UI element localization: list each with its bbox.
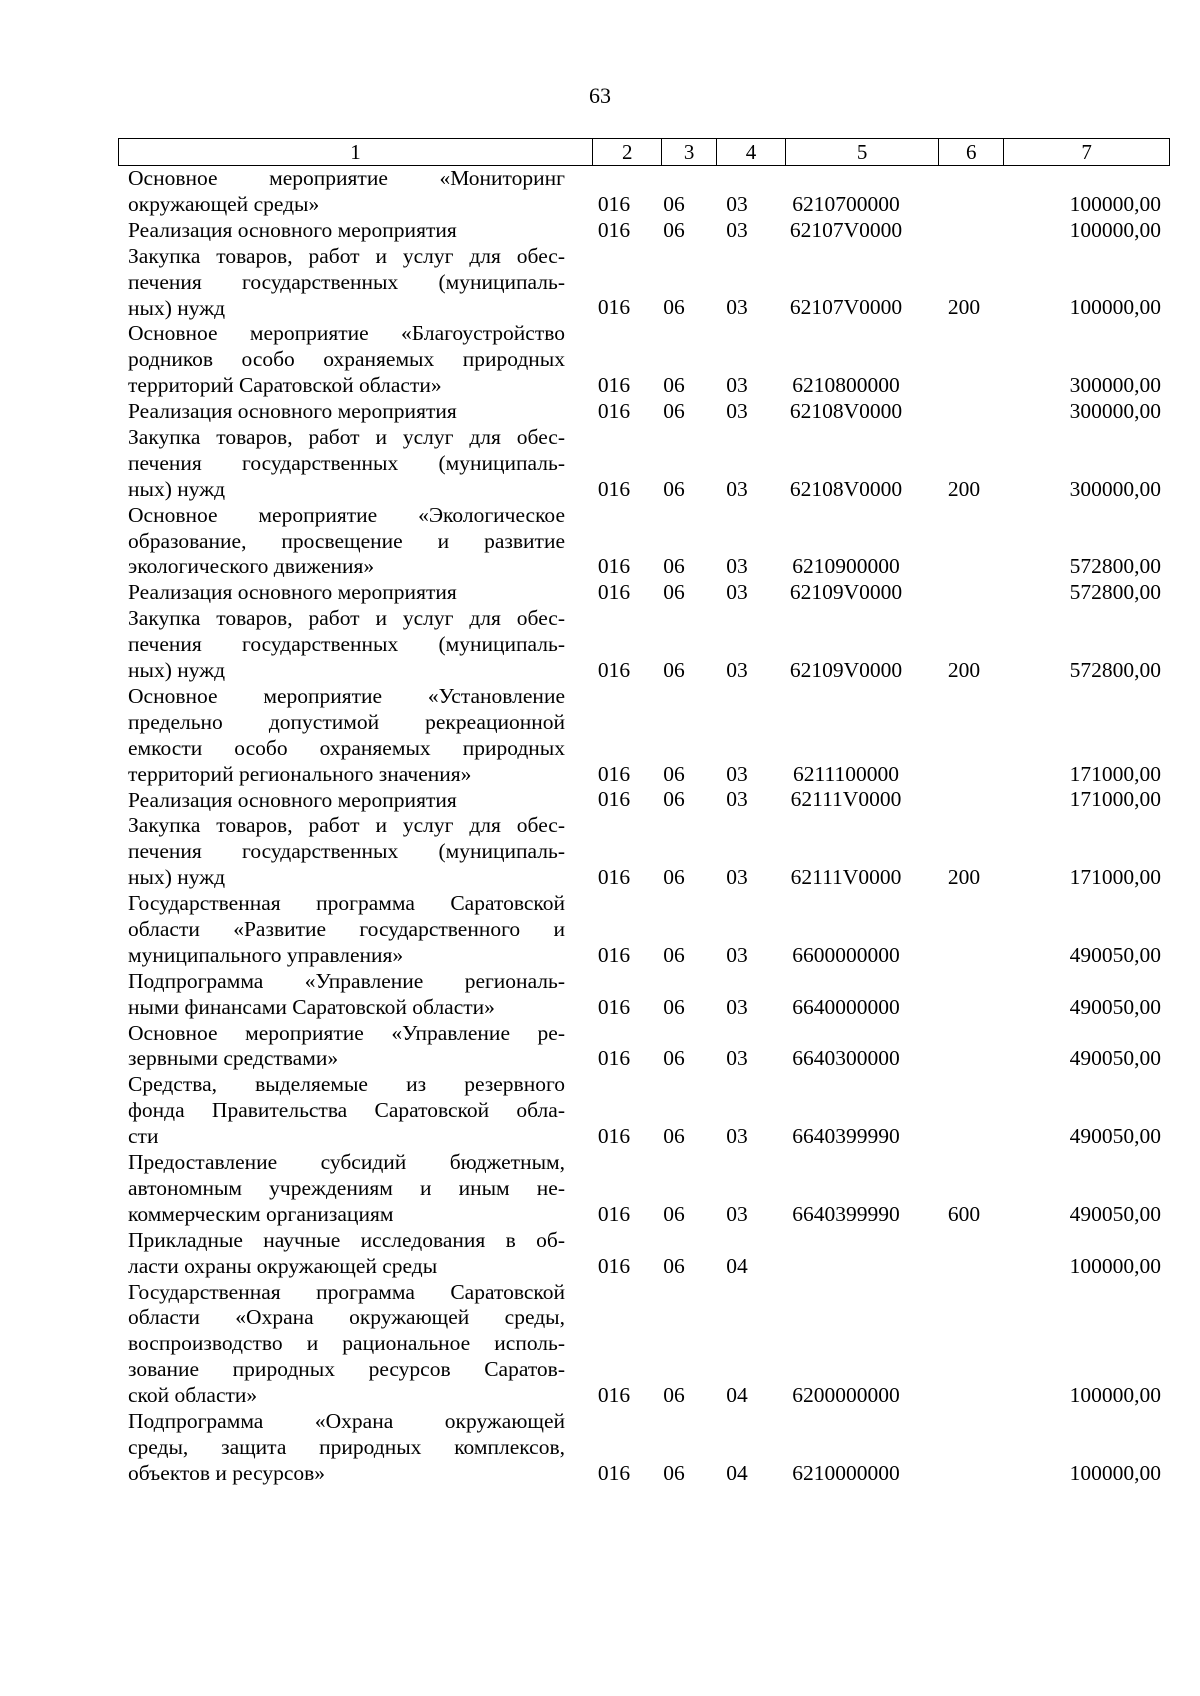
description-line: области «Охрана окружающей среды,: [128, 1305, 565, 1330]
description-line: ных) нужд: [128, 476, 226, 501]
cell-col-7: 300000,00: [1069, 399, 1161, 424]
cell-col-2: 016: [597, 865, 631, 890]
description-line: экологического движения»: [128, 554, 375, 579]
table-row: [0, 684, 1200, 788]
cell-col-4: 03: [726, 580, 748, 605]
description-line: Реализация основного мероприятия: [128, 580, 457, 605]
description-line: воспроизводство и рациональное исполь-: [128, 1331, 565, 1356]
cell-col-7: 490050,00: [1069, 1124, 1161, 1149]
description-line: окружающей среды»: [128, 191, 320, 216]
row-description: [128, 1228, 565, 1280]
description-line: Подпрограмма «Управление региональ-: [128, 968, 565, 993]
cell-col-2: 016: [597, 1201, 631, 1226]
page-number: 63: [589, 83, 611, 108]
table-row: [0, 606, 1200, 684]
cell-col-6: 200: [947, 476, 981, 501]
column-header-3: 3: [662, 139, 717, 166]
cell-col-5: 6640000000: [792, 994, 900, 1019]
cell-col-3: 06: [663, 1253, 685, 1278]
cell-col-5: 62111V0000: [790, 787, 902, 812]
cell-col-6: 200: [947, 295, 981, 320]
cell-col-5: 6640399990: [792, 1201, 900, 1226]
table-row: [0, 425, 1200, 503]
row-description: [128, 1280, 565, 1410]
table-row: [0, 1280, 1200, 1410]
cell-col-7: 100000,00: [1069, 295, 1161, 320]
description-line: Основное мероприятие «Экологическое: [128, 502, 565, 527]
description-line: автономным учреждениям и иным не-: [128, 1175, 565, 1200]
table-row: [0, 1228, 1200, 1280]
cell-col-5: 62109V0000: [789, 658, 903, 682]
description-line: зервными средствами»: [128, 1046, 339, 1071]
cell-col-4: 03: [726, 658, 748, 682]
cell-col-5: 62108V0000: [789, 399, 903, 424]
row-description: [128, 1021, 565, 1073]
cell-col-4: 03: [726, 373, 748, 398]
cell-col-3: 06: [663, 1201, 685, 1226]
table-row: [0, 503, 1200, 581]
cell-col-2: 016: [597, 658, 631, 682]
column-header-5: 5: [786, 139, 939, 166]
table-row: [0, 1150, 1200, 1228]
cell-col-7: 300000,00: [1069, 373, 1161, 398]
cell-col-4: 03: [726, 942, 748, 967]
column-header-2: 2: [593, 139, 662, 166]
cell-col-2: 016: [597, 1124, 631, 1149]
description-line: Средства, выделяемые из резервного: [128, 1072, 565, 1097]
description-line: ской области»: [128, 1383, 258, 1408]
description-line: ласти охраны окружающей среды: [128, 1253, 438, 1278]
cell-col-4: 03: [726, 295, 748, 320]
row-description: [128, 813, 565, 891]
cell-col-2: 016: [597, 191, 631, 216]
cell-col-3: 06: [663, 217, 685, 242]
cell-col-4: 04: [726, 1253, 748, 1278]
column-header-1: 1: [119, 139, 593, 166]
cell-col-4: 03: [726, 865, 748, 890]
cell-col-5: 62108V0000: [789, 476, 903, 501]
table-row: [0, 218, 1200, 244]
description-line: Закупка товаров, работ и услуг для обес-: [128, 243, 565, 268]
cell-col-2: 016: [597, 554, 631, 579]
description-line: ных) нужд: [128, 295, 226, 320]
table-row: [0, 244, 1200, 322]
description-line: Закупка товаров, работ и услуг для обес-: [128, 813, 565, 838]
description-line: коммерческим организациям: [128, 1201, 394, 1226]
cell-col-4: 04: [726, 1383, 748, 1408]
cell-col-5: 6600000000: [792, 942, 900, 967]
column-header-table: [118, 138, 1170, 166]
description-line: объектов и ресурсов»: [128, 1460, 326, 1485]
cell-col-5: 6211100000: [793, 761, 899, 786]
row-description: [128, 321, 565, 399]
cell-col-3: 06: [663, 865, 685, 890]
cell-col-2: 016: [597, 399, 631, 424]
table-row: [0, 321, 1200, 399]
cell-col-7: 100000,00: [1069, 217, 1161, 242]
cell-col-5: 62109V0000: [789, 580, 903, 605]
cell-col-2: 016: [597, 217, 631, 242]
table-row: [0, 580, 1200, 606]
cell-col-2: 016: [597, 1383, 631, 1408]
table-row: [0, 891, 1200, 969]
cell-col-5: 6640399990: [792, 1124, 900, 1149]
cell-col-5: 6210000000: [792, 1460, 900, 1485]
column-header-4: 4: [716, 139, 785, 166]
cell-col-6: 200: [947, 865, 981, 890]
description-line: области «Развитие государственного и: [128, 916, 565, 941]
table-row: [0, 813, 1200, 891]
description-line: среды, защита природных комплексов,: [128, 1434, 565, 1459]
cell-col-7: 171000,00: [1069, 865, 1161, 890]
cell-col-5: 6640300000: [792, 1046, 900, 1071]
cell-col-5: 62111V0000: [790, 865, 902, 890]
description-line: Закупка товаров, работ и услуг для обес-: [128, 424, 565, 449]
row-description: [128, 1072, 565, 1150]
description-line: Основное мероприятие «Благоустройство: [128, 321, 565, 346]
cell-col-3: 06: [663, 295, 685, 320]
table-row: [0, 399, 1200, 425]
cell-col-4: 04: [726, 1460, 748, 1485]
row-description: [128, 425, 565, 503]
row-description: [128, 503, 565, 581]
cell-col-7: 490050,00: [1069, 942, 1161, 967]
cell-col-6: 200: [947, 658, 981, 682]
cell-col-2: 016: [597, 942, 631, 967]
description-line: ных) нужд: [128, 865, 226, 890]
cell-col-7: 300000,00: [1069, 476, 1161, 501]
row-description: [128, 891, 565, 969]
description-line: муниципального управления»: [128, 942, 404, 967]
cell-col-5: 62107V0000: [789, 295, 903, 320]
cell-col-2: 016: [597, 580, 631, 605]
cell-col-4: 03: [726, 191, 748, 216]
description-line: территорий Саратовской области»: [128, 373, 442, 398]
row-description: [128, 218, 565, 244]
table-row: [0, 969, 1200, 1021]
cell-col-3: 06: [663, 476, 685, 501]
cell-col-2: 016: [597, 787, 631, 812]
description-line: Основное мероприятие «Управление ре-: [128, 1020, 565, 1045]
description-line: Основное мероприятие «Установление: [128, 683, 565, 708]
row-description: [128, 1150, 565, 1228]
row-description: [128, 606, 565, 684]
row-description: [128, 788, 565, 814]
description-line: Закупка товаров, работ и услуг для обес-: [128, 606, 565, 631]
cell-col-7: 490050,00: [1069, 994, 1161, 1019]
cell-col-5: 6210700000: [792, 191, 900, 216]
cell-col-4: 03: [726, 1201, 748, 1226]
description-line: емкости особо охраняемых природных: [128, 735, 565, 760]
cell-col-3: 06: [663, 761, 685, 786]
description-line: Реализация основного мероприятия: [128, 399, 457, 424]
description-line: сти: [128, 1124, 159, 1149]
description-line: печения государственных (муниципаль-: [128, 632, 565, 657]
description-line: Прикладные научные исследования в об-: [128, 1227, 565, 1252]
description-line: образование, просвещение и развитие: [128, 528, 565, 553]
cell-col-2: 016: [597, 295, 631, 320]
cell-col-3: 06: [663, 1460, 685, 1485]
description-line: печения государственных (муниципаль-: [128, 839, 565, 864]
description-line: фонда Правительства Саратовской обла-: [128, 1098, 565, 1123]
row-description: [128, 166, 565, 218]
cell-col-3: 06: [663, 373, 685, 398]
cell-col-3: 06: [663, 191, 685, 216]
row-description: [128, 969, 565, 1021]
cell-col-4: 03: [726, 399, 748, 424]
cell-col-7: 100000,00: [1069, 1253, 1161, 1278]
cell-col-4: 03: [726, 476, 748, 501]
description-line: Предоставление субсидий бюджетным,: [128, 1150, 565, 1175]
cell-col-4: 03: [726, 1124, 748, 1149]
cell-col-7: 171000,00: [1069, 761, 1161, 786]
cell-col-3: 06: [663, 1046, 685, 1071]
description-line: печения государственных (муниципаль-: [128, 269, 565, 294]
description-line: Подпрограмма «Охрана окружающей: [128, 1409, 565, 1434]
column-header-row: [119, 139, 1170, 166]
cell-col-3: 06: [663, 787, 685, 812]
cell-col-3: 06: [663, 554, 685, 579]
cell-col-4: 03: [726, 217, 748, 242]
cell-col-2: 016: [597, 1460, 631, 1485]
cell-col-2: 016: [597, 1253, 631, 1278]
description-line: зование природных ресурсов Саратов-: [128, 1357, 565, 1382]
cell-col-5: 6210800000: [792, 373, 900, 398]
cell-col-5: 6200000000: [792, 1383, 900, 1408]
description-line: предельно допустимой рекреационной: [128, 709, 565, 734]
description-line: печения государственных (муниципаль-: [128, 450, 565, 475]
row-description: [128, 684, 565, 788]
description-line: ными финансами Саратовской области»: [128, 994, 495, 1019]
cell-col-3: 06: [663, 942, 685, 967]
cell-col-3: 06: [663, 658, 685, 682]
cell-col-7: 572800,00: [1069, 658, 1161, 682]
cell-col-7: 490050,00: [1069, 1046, 1161, 1071]
cell-col-4: 03: [726, 1046, 748, 1071]
table-row: [0, 788, 1200, 814]
cell-col-5: 62107V0000: [789, 217, 903, 242]
column-header-7: 7: [1004, 139, 1170, 166]
cell-col-5: 6210900000: [792, 554, 900, 579]
cell-col-3: 06: [663, 994, 685, 1019]
cell-col-4: 03: [726, 761, 748, 786]
cell-col-7: 171000,00: [1069, 787, 1161, 812]
description-line: Основное мероприятие «Мониторинг: [128, 166, 565, 190]
description-line: Реализация основного мероприятия: [128, 217, 457, 242]
cell-col-7: 100000,00: [1069, 1383, 1161, 1408]
cell-col-2: 016: [597, 994, 631, 1019]
cell-col-4: 03: [726, 787, 748, 812]
row-description: [128, 1409, 565, 1487]
cell-col-4: 03: [726, 994, 748, 1019]
cell-col-7: 490050,00: [1069, 1201, 1161, 1226]
table-row: [0, 166, 1200, 218]
description-line: территорий регионального значения»: [128, 761, 472, 786]
description-line: Государственная программа Саратовской: [128, 1279, 565, 1304]
table-row: [0, 1409, 1200, 1487]
cell-col-3: 06: [663, 1383, 685, 1408]
cell-col-7: 100000,00: [1069, 191, 1161, 216]
table-row: [0, 1072, 1200, 1150]
cell-col-3: 06: [663, 399, 685, 424]
budget-table-body: [0, 166, 1200, 1487]
cell-col-7: 572800,00: [1069, 580, 1161, 605]
column-header-6: 6: [939, 139, 1004, 166]
table-row: [0, 1021, 1200, 1073]
row-description: [128, 580, 565, 606]
cell-col-2: 016: [597, 476, 631, 501]
cell-col-2: 016: [597, 1046, 631, 1071]
cell-col-6: 600: [947, 1201, 981, 1226]
cell-col-7: 572800,00: [1069, 554, 1161, 579]
description-line: Государственная программа Саратовской: [128, 891, 565, 916]
row-description: [128, 399, 565, 425]
description-line: Реализация основного мероприятия: [128, 787, 457, 812]
cell-col-4: 03: [726, 554, 748, 579]
description-line: ных) нужд: [128, 658, 226, 683]
row-description: [128, 244, 565, 322]
cell-col-3: 06: [663, 580, 685, 605]
description-line: родников особо охраняемых природных: [128, 347, 565, 372]
cell-col-3: 06: [663, 1124, 685, 1149]
cell-col-7: 100000,00: [1069, 1460, 1161, 1485]
cell-col-2: 016: [597, 761, 631, 786]
cell-col-2: 016: [597, 373, 631, 398]
